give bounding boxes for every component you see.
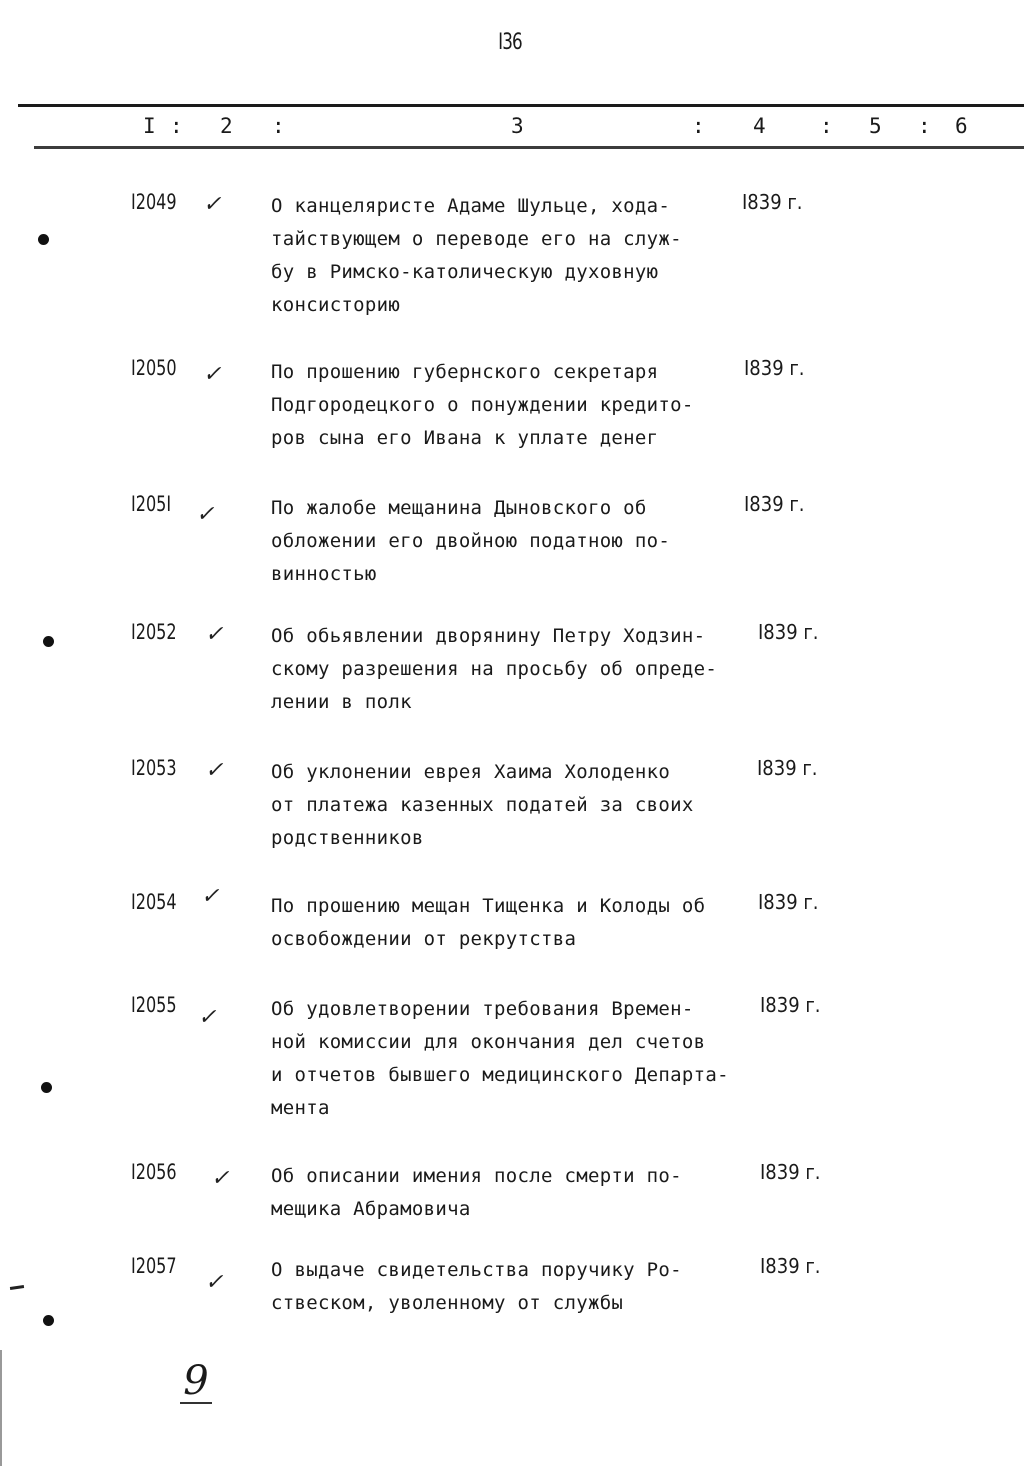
entry-year: I839 г. <box>760 1160 821 1184</box>
col-header-1: I <box>143 114 156 138</box>
entry-number: I2054 <box>131 890 177 914</box>
col-separator: : <box>820 114 833 138</box>
col-header-5: 5 <box>869 114 882 138</box>
entry-number: I2056 <box>131 1160 177 1184</box>
entry-description: Об описании имения после смерти по- мещика Абрамовича <box>271 1165 682 1220</box>
checkmark-icon: ✓ <box>205 622 224 647</box>
checkmark-icon: ✓ <box>203 192 222 217</box>
col-separator: : <box>272 114 285 138</box>
entry-year: I839 г. <box>744 492 805 516</box>
entry-number: I2049 <box>131 190 177 214</box>
handwritten-sheet-number: 9 <box>180 1360 212 1404</box>
entry-description: О канцеляристе Адаме Шульце, хода- тайствующем о переводе его на служ- бу в Римско-католическую духовную консисторию <box>271 195 682 316</box>
entry-year: I839 г. <box>757 756 818 780</box>
page-edge <box>0 1350 2 1466</box>
entry-number: I2055 <box>131 993 177 1017</box>
entry-number: I2053 <box>131 756 177 780</box>
entry-year: I839 г. <box>742 190 803 214</box>
page-number: I36 <box>498 30 522 55</box>
checkmark-icon: ✓ <box>211 1166 230 1191</box>
header-rule-bottom <box>34 146 1024 149</box>
entry-description: По прошению мещан Тищенка и Колоды об освобождении от рекрутства <box>271 895 706 950</box>
entry-year: I839 г. <box>744 356 805 380</box>
entry-description: О выдаче свидетельства поручику Ро- ствеском, уволенному от службы <box>271 1259 682 1314</box>
entry-year: I839 г. <box>758 890 819 914</box>
column-headers <box>0 114 1024 144</box>
entry-year: I839 г. <box>760 993 821 1017</box>
binder-hole-icon <box>38 234 49 245</box>
entry-description: Об удовлетворении требования Времен- ной комиссии для окончания дел счетов и отчетов бывшего медицинского Департа- мента <box>271 998 729 1119</box>
col-header-6: 6 <box>955 114 968 138</box>
binder-hole-icon <box>41 1082 52 1093</box>
col-header-3: 3 <box>511 114 524 138</box>
entry-number: I205I <box>131 492 172 516</box>
checkmark-icon: ✓ <box>205 758 224 783</box>
col-separator: : <box>918 114 931 138</box>
binder-hole-icon <box>43 636 54 647</box>
entry-year: I839 г. <box>758 620 819 644</box>
binder-hole-icon <box>43 1315 54 1326</box>
checkmark-icon: ✓ <box>201 884 220 909</box>
header-rule-top <box>18 104 1024 107</box>
entry-year: I839 г. <box>760 1254 821 1278</box>
entry-number: I2052 <box>131 620 177 644</box>
entry-number: I2050 <box>131 356 177 380</box>
col-separator: : <box>692 114 705 138</box>
margin-mark <box>10 1285 24 1290</box>
entry-description: Об уклонении еврея Хаима Холоденко от платежа казенных податей за своих родственников <box>271 761 694 849</box>
col-header-2: 2 <box>220 114 233 138</box>
entry-description: Об обьявлении дворянину Петру Ходзин- скому разрешения на просьбу об опреде- лении в полк <box>271 625 718 713</box>
checkmark-icon: ✓ <box>196 502 215 527</box>
checkmark-icon: ✓ <box>205 1270 224 1295</box>
col-separator: : <box>170 114 183 138</box>
checkmark-icon: ✓ <box>198 1005 217 1030</box>
col-header-4: 4 <box>753 114 766 138</box>
entry-description: По жалобе мещанина Дыновского об обложении его двойною податною по- винностью <box>271 497 671 585</box>
checkmark-icon: ✓ <box>203 362 222 387</box>
entry-number: I2057 <box>131 1254 177 1278</box>
entry-description: По прошению губернского секретаря Подгородецкого о понуждении кредито- ров сына его Ивана к уплате денег <box>271 361 694 449</box>
